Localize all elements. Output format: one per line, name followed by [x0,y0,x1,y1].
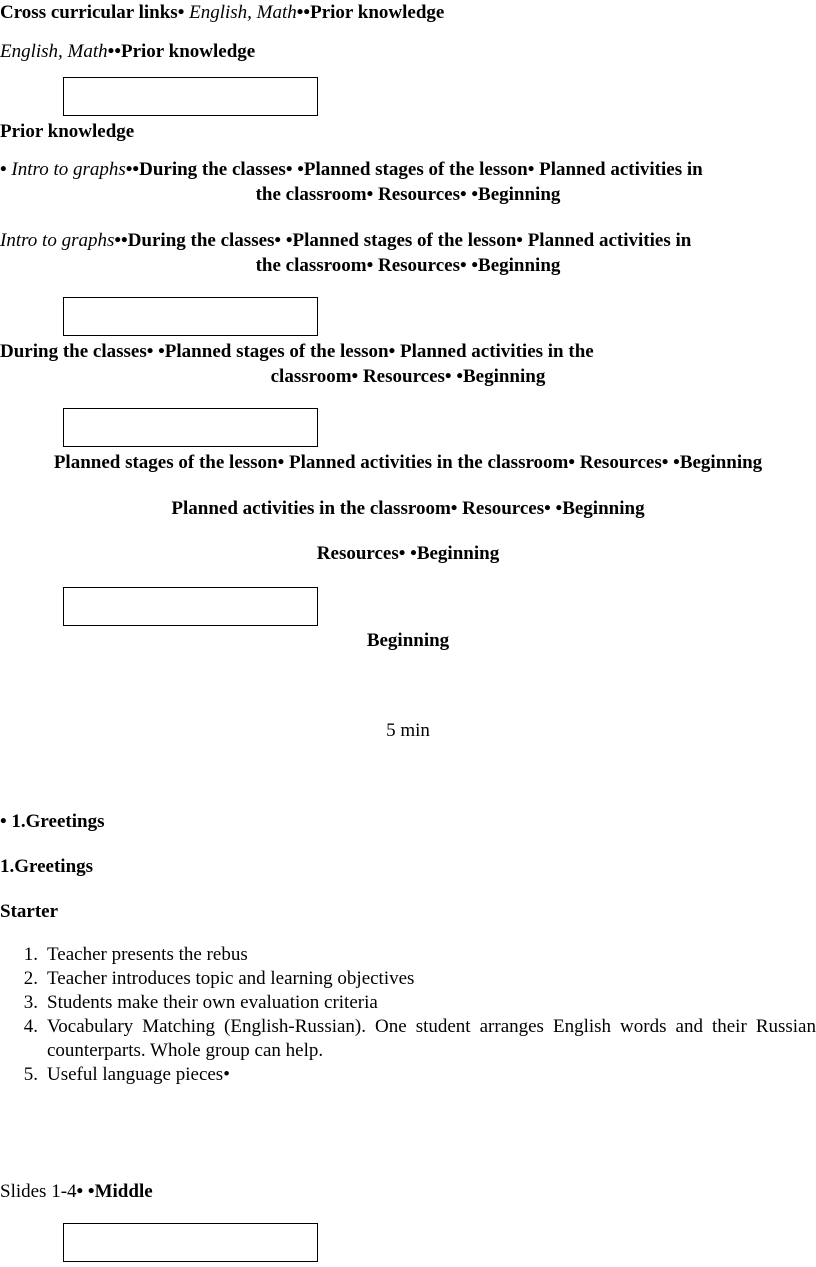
intro-to-graphs-line-cont: the classroom• Resources• •Beginning [255,184,561,205]
duration-text: 5 min [386,720,430,741]
slides-middle-line: Slides 1-4• •Middle [0,1181,153,1202]
empty-table-cell [63,587,318,626]
greetings-heading: 1.Greetings [0,856,94,877]
planned-stages-line: Planned stages of the lesson• Planned activities in the classroom• Resources• •Beginning [53,452,763,473]
list-item: 5. Useful language pieces• [23,1064,230,1085]
list-item: 4. Vocabulary Matching (English-Russian). One student arranges English words and their Russian counterparts. Whole group can help. [23,1016,816,1061]
intro-to-graphs-line-2: Intro to graphs••During the classes• •Planned stages of the lesson• Planned activities in [0,230,692,251]
empty-table-cell [63,1223,318,1262]
cross-curricular-links-heading: Cross curricular links• English, Math••Prior knowledge [0,2,445,23]
starter-heading: Starter [0,901,59,922]
during-the-classes-line: During the classes• •Planned stages of the lesson• Planned activities in the [0,341,594,362]
empty-table-cell [63,408,318,447]
activities-list [0,943,816,1087]
intro-to-graphs-line: • Intro to graphs••During the classes• •Planned stages of the lesson• Planned activities in [0,159,703,180]
prior-knowledge-heading: Prior knowledge [0,121,135,142]
empty-table-cell [63,297,318,336]
during-the-classes-line-cont: classroom• Resources• •Beginning [270,366,546,387]
list-item: 1. Teacher presents the rebus [23,944,248,965]
greetings-bullet-line: • 1.Greetings [0,811,105,832]
beginning-heading: Beginning [366,630,450,651]
empty-table-cell [63,77,318,116]
resources-line: Resources• •Beginning [316,543,500,564]
intro-to-graphs-line-2-cont: the classroom• Resources• •Beginning [255,255,561,276]
list-item: 2. Teacher introduces topic and learning objectives [23,968,415,989]
planned-activities-line: Planned activities in the classroom• Resources• •Beginning [171,498,645,519]
subjects-line: English, Math••Prior knowledge [0,41,256,62]
list-item: 3. Students make their own evaluation criteria [23,992,378,1013]
